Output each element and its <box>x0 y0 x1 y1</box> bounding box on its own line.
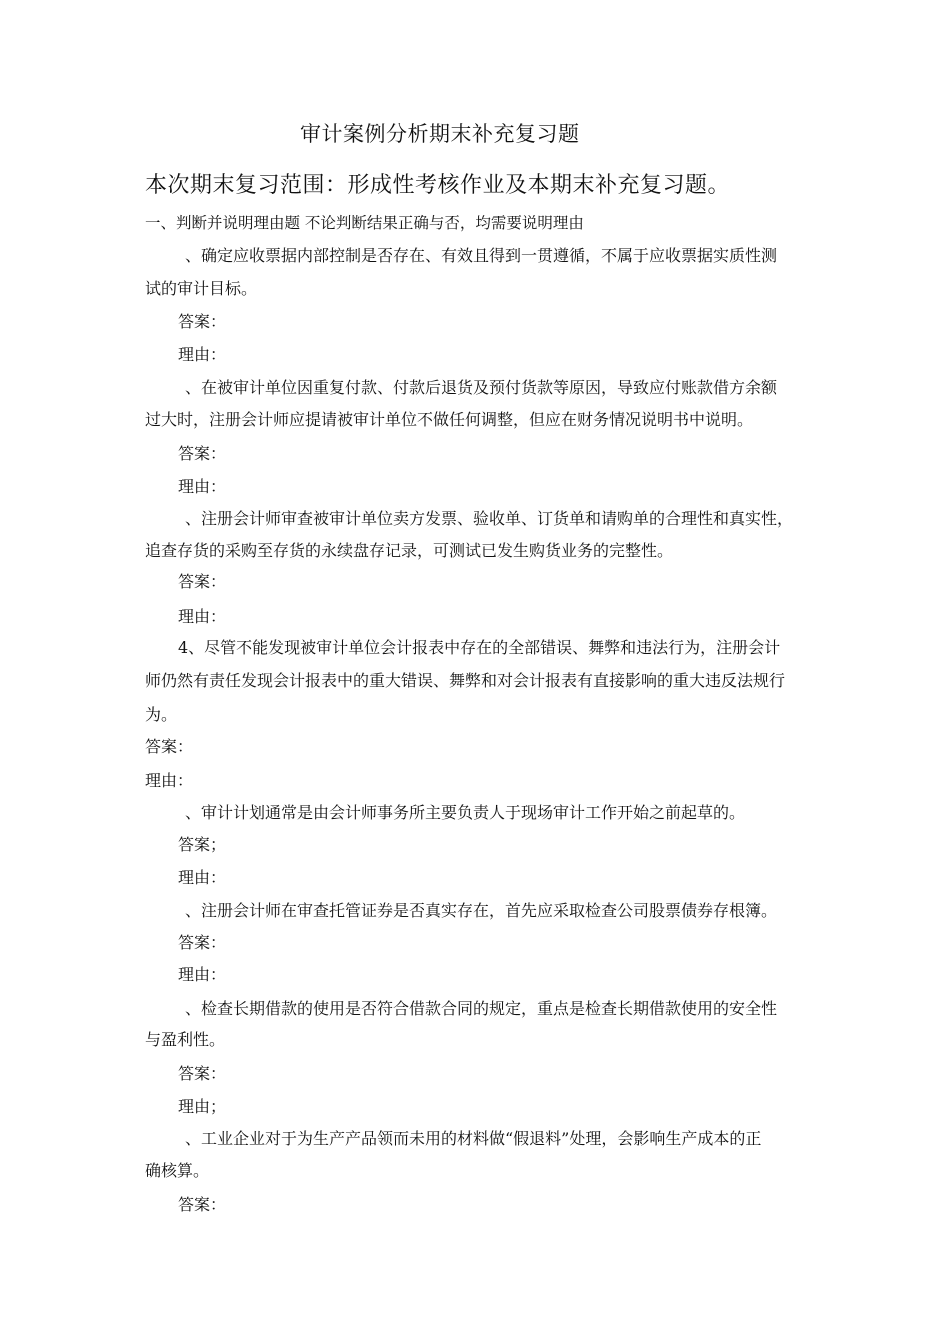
question-1-reason: 理由： <box>178 345 227 364</box>
question-8-line-2: 确核算。 <box>145 1161 210 1180</box>
question-2-reason: 理由： <box>178 477 227 496</box>
question-1-answer: 答案： <box>178 312 227 331</box>
question-5-line-1: 、审计计划通常是由会计师事务所主要负责人于现场审计工作开始之前起草的。 <box>185 803 746 822</box>
section-heading: 一、判断并说明理由题 不论判断结果正确与否，均需要说明理由 <box>145 214 584 232</box>
question-4-line-1: 4、尽管不能发现被审计单位会计报表中存在的全部错误、舞弊和违法行为，注册会计 <box>178 638 781 657</box>
question-4-answer: 答案： <box>145 737 194 756</box>
question-3-reason: 理由： <box>178 607 227 626</box>
question-2-line-1: 、在被审计单位因重复付款、付款后退货及预付货款等原因，导致应付账款借方余额 <box>185 378 778 397</box>
question-6-line-1: 、注册会计师在审查托管证券是否真实存在，首先应采取检查公司股票债券存根簿。 <box>185 901 778 920</box>
question-1-line-1: 、确定应收票据内部控制是否存在、有效且得到一贯遵循，不属于应收票据实质性测 <box>185 246 778 265</box>
question-6-reason: 理由： <box>178 965 227 984</box>
question-7-answer: 答案： <box>178 1064 227 1083</box>
question-5-answer: 答案； <box>178 835 227 854</box>
question-7-line-2: 与盈利性。 <box>145 1030 226 1049</box>
question-5-reason: 理由： <box>178 868 227 887</box>
question-1-line-2: 试的审计目标。 <box>145 279 258 298</box>
question-3-line-1: 、注册会计师审查被审计单位卖方发票、验收单、订货单和请购单的合理性和真实性， <box>185 509 794 528</box>
question-4-line-2: 师仍然有责任发现会计报表中的重大错误、舞弊和对会计报表有直接影响的重大违反法规行 <box>145 671 786 690</box>
question-7-reason: 理由； <box>178 1097 227 1116</box>
question-2-line-2: 过大时，注册会计师应提请被审计单位不做任何调整，但应在财务情况说明书中说明。 <box>145 410 754 429</box>
question-8-answer: 答案： <box>178 1195 227 1214</box>
question-3-answer: 答案： <box>178 572 227 591</box>
question-3-line-2: 追查存货的采购至存货的永续盘存记录，可测试已发生购货业务的完整性。 <box>145 541 674 560</box>
question-2-answer: 答案： <box>178 444 227 463</box>
question-4-line-3: 为。 <box>145 705 178 724</box>
question-7-line-1: 、检查长期借款的使用是否符合借款合同的规定，重点是检查长期借款使用的安全性 <box>185 999 778 1018</box>
question-6-answer: 答案： <box>178 933 227 952</box>
page-title: 审计案例分析期末补充复习题 <box>300 122 580 146</box>
question-4-reason: 理由： <box>145 771 194 790</box>
review-scope: 本次期末复习范围：形成性考核作业及本期末补充复习题。 <box>145 173 731 198</box>
question-8-line-1: 、工业企业对于为生产产品领而未用的材料做“假退料”处理，会影响生产成本的正 <box>185 1129 762 1148</box>
